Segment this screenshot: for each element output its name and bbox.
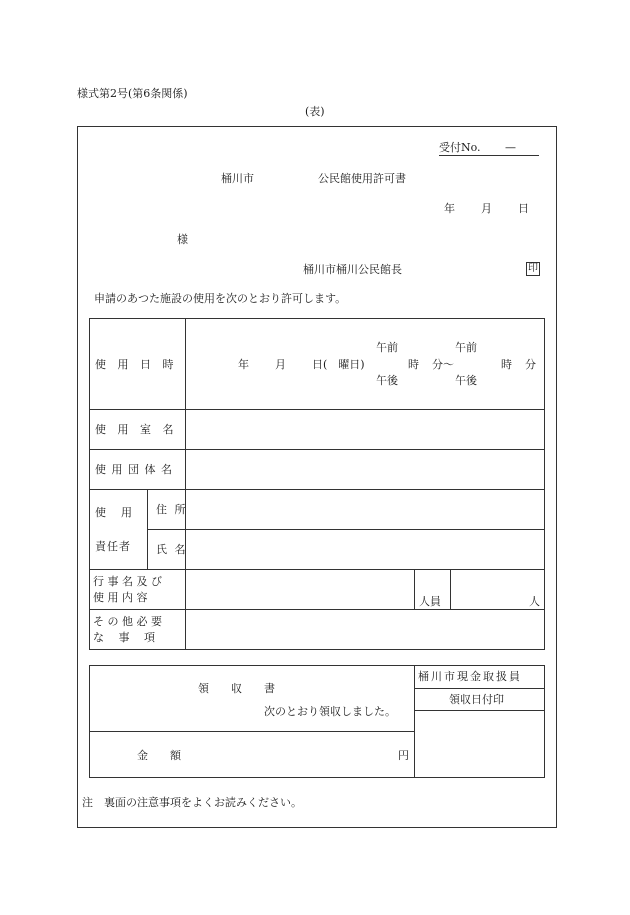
pm-2: 午後 — [455, 374, 477, 387]
name-label: 氏 名 — [156, 543, 188, 556]
addressee-suffix: 様 — [177, 233, 188, 246]
event-field[interactable] — [190, 573, 410, 605]
receipt-text: 次のとおり領収しました。 — [264, 705, 396, 718]
minute-tilde: 分～ — [432, 358, 454, 371]
intro-text: 申請のあつた施設の使用を次のとおり許可します。 — [94, 292, 347, 305]
receipt-date-stamp-label: 領収日付印 — [449, 693, 504, 706]
date-month: 月 — [481, 202, 492, 215]
dt-month: 月 — [275, 358, 286, 371]
usage-datetime-label: 使 用 日 時 — [95, 358, 178, 371]
form-side-label: (表) — [305, 105, 325, 118]
document-title: 公民館使用許可書 — [318, 172, 406, 185]
title-city: 桶川市 — [221, 172, 254, 185]
address-field[interactable] — [190, 494, 540, 524]
hour-2: 時 — [501, 358, 512, 371]
responsible-label-line2: 責任者 — [95, 540, 131, 553]
group-label: 使 用 団 体 名 — [95, 463, 173, 476]
people-label: 人員 — [419, 595, 441, 608]
amount-label: 金 額 — [137, 749, 181, 762]
event-label-line1: 行 事 名 及 び — [93, 575, 162, 588]
group-field[interactable] — [190, 454, 540, 484]
room-field[interactable] — [190, 414, 540, 444]
pm-1: 午後 — [376, 374, 398, 387]
receipt-number-label: 受付No. — [439, 141, 481, 154]
hour-1: 時 — [408, 358, 419, 371]
name-field[interactable] — [190, 534, 540, 564]
amount-field[interactable] — [190, 740, 390, 770]
dt-day-dow: 日( 曜日) — [312, 358, 365, 371]
other-label-line1: そ の 他 必 要 — [93, 615, 162, 628]
date-day: 日 — [518, 202, 529, 215]
issuer-name: 桶川市桶川公民館長 — [303, 263, 402, 276]
yen-unit: 円 — [398, 749, 409, 762]
seal-mark: 印 — [528, 263, 538, 274]
other-field[interactable] — [190, 613, 540, 645]
note-text: 注 裏面の注意事項をよくお読みください。 — [82, 796, 302, 809]
responsible-label-line1: 使 用 — [95, 506, 134, 519]
room-label: 使 用 室 名 — [95, 423, 178, 436]
minute-2: 分 — [525, 358, 536, 371]
form-number: 様式第2号(第6条関係) — [77, 87, 188, 100]
date-year: 年 — [444, 202, 455, 215]
address-label: 住 所 — [156, 503, 188, 516]
receipt-title: 領 収 書 — [198, 682, 275, 695]
am-1: 午前 — [376, 341, 398, 354]
am-2: 午前 — [455, 341, 477, 354]
cash-officer-label: 桶川市現金取扱員 — [418, 670, 522, 683]
dt-year: 年 — [238, 358, 249, 371]
people-unit: 人 — [529, 595, 540, 608]
receipt-number-dash: — — [505, 141, 516, 154]
other-label-line2: な 事 項 — [93, 631, 155, 644]
event-label-line2: 使 用 内 容 — [93, 591, 148, 604]
receipt-number — [439, 142, 539, 156]
